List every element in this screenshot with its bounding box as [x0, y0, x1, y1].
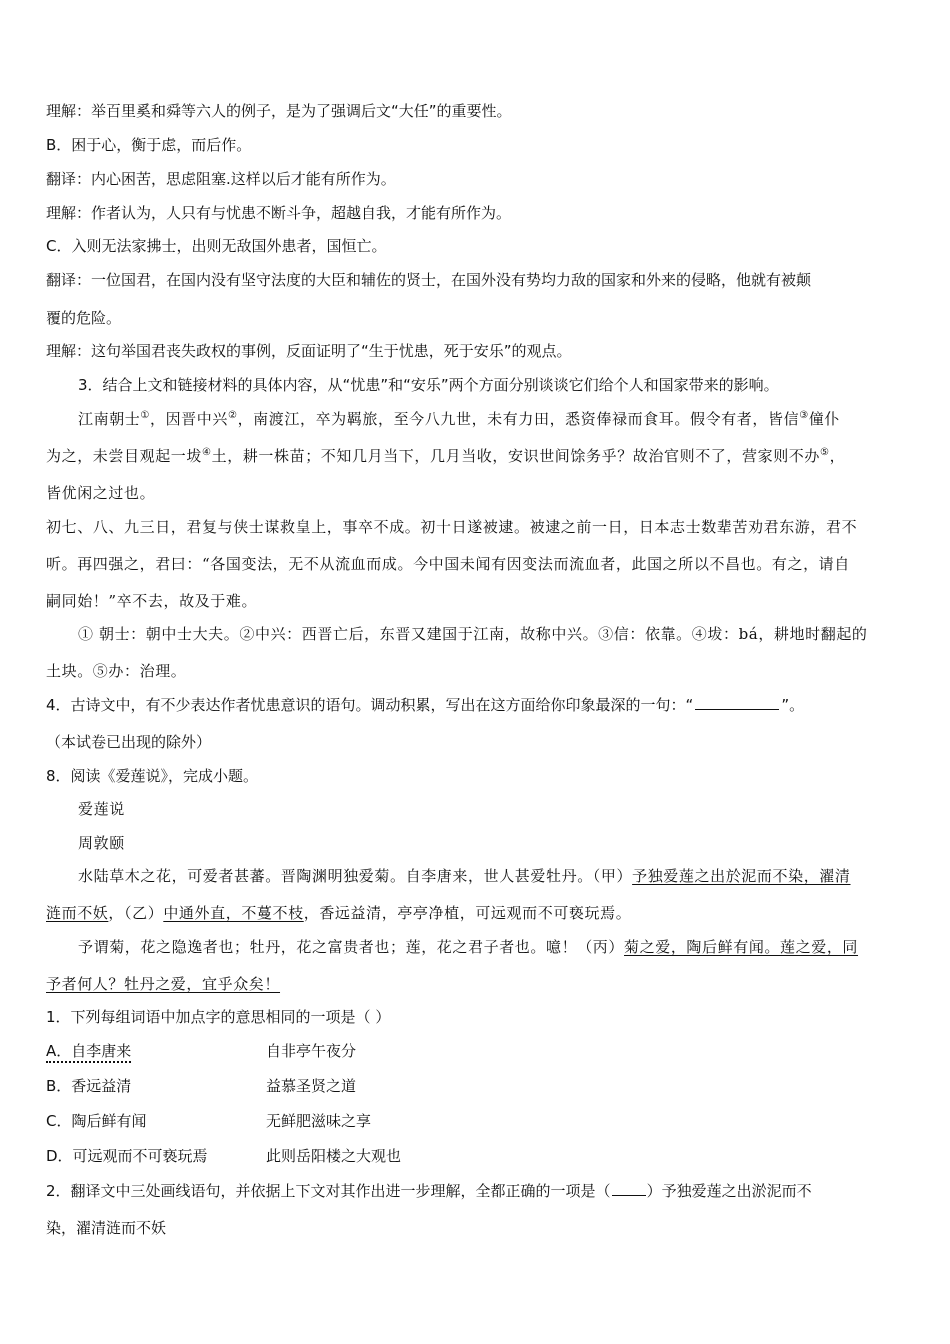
option-a[interactable]: A．自李唐来 自非亭午夜分 [46, 1041, 356, 1061]
footnote-marker: ② [228, 410, 238, 421]
text-line [46, 236, 386, 256]
answer-blank[interactable] [695, 695, 779, 710]
link-material-line: 嗣同始！”卒不去，故及于难。 [46, 592, 258, 610]
underlined-sentence-a: 予独爱莲之出於泥而不染，濯清 [632, 867, 851, 885]
text-line [46, 101, 512, 121]
exclusion-note: （本试卷已出现的除外） [46, 733, 212, 751]
translation-text: 翻译：一位国君，在国内没有坚守法度的大臣和辅佐的贤士，在国外没有势均力敌的国家和外来的侵略，他就有被颠 [46, 271, 812, 289]
essay-paragraph: 涟而不妖，（乙）中通外直，不蔓不枝，香远益清，亭亭净植，可远观而不可亵玩焉。 [46, 904, 632, 922]
translation-text-cont: 覆的危险。 [46, 309, 122, 327]
footnote-marker: ③ [799, 410, 809, 421]
question-4: 4．古诗文中，有不少表达作者忧患意识的语句。调动积累，写出在这方面给你印象最深的一句：“ ”。 [46, 696, 805, 714]
link-material-line: 初七、八、九三日，君复与侠士谋救皇上，事卒不成。初十日遂被逮。被逮之前一日，日本志士数辈苦劝君东游，君不 [46, 518, 858, 536]
link-material-line: 江南朝士①，因晋中兴②，南渡江，卒为羁旅，至今八九世，未有力田，悉资俸禄而食耳。假令有者，皆信③僮仆 [78, 410, 840, 428]
text-line [46, 203, 511, 223]
essay-paragraph [46, 974, 280, 994]
link-material-line: 为之，未尝目观起一坺④土，耕一株苗；不知几月当下，几月当收，安识世间馀务乎？故治官则不了，营家则不办⑤， [46, 447, 846, 465]
sub-question-2-cont: 染，濯清涟而不妖 [46, 1219, 167, 1237]
link-material-line: 皆优闲之过也。 [46, 484, 156, 502]
essay-paragraph: 予谓菊，花之隐逸者也；牡丹，花之富贵者也；莲，花之君子者也。噫！（丙）菊之爱，陶后鲜有闻。莲之爱，同 [78, 938, 859, 956]
footnote-marker: ④ [202, 447, 212, 458]
link-material-line: 听。再四强之，君曰：“各国变法，无不从流血而成。今中国未闻有因变法而流血者，此国之所以不昌也。有之，请自 [46, 555, 850, 573]
underlined-sentence-b: 中通外直，不蔓不枝 [163, 904, 304, 922]
footnote-marker: ⑤ [820, 447, 830, 458]
option-c-text: C．入则无法家拂士，出则无敌国外患者，国恒亡。 [46, 237, 387, 255]
text-line [46, 732, 211, 752]
sub-question-1: 1．下列每组词语中加点字的意思相同的一项是（ ） [46, 1008, 391, 1026]
text-line [46, 135, 251, 155]
text-line [46, 308, 121, 328]
question-3-text: 3．结合上文和链接材料的具体内容，从“忧患”和“安乐”两个方面分别谈谈它们给个人和国家带来的影响。 [78, 376, 779, 394]
footnotes-cont: 土块。⑤办：治理。 [46, 662, 187, 680]
option-c[interactable]: C．陶后鲜有闻 无鲜肥滋味之享 [46, 1112, 372, 1130]
understanding-text: 理解：作者认为，人只有与忧患不断斗争，超越自我，才能有所作为。 [46, 204, 512, 222]
sub-question-2: 2．翻译文中三处画线语句，并依据上下文对其作出进一步理解，全都正确的一项是（ ）予独爱莲之出淤泥而不 [46, 1182, 812, 1200]
translation-text: 翻译：内心困苦，思虑阻塞.这样以后才能有所作为。 [46, 170, 396, 188]
footnote-marker: ① [140, 410, 150, 421]
section-8-heading: 8．阅读《爱莲说》，完成小题。 [46, 767, 259, 785]
understanding-text: 理解：举百里奚和舜等六人的例子，是为了强调后文“大任”的重要性。 [46, 102, 512, 120]
essay-author: 周敦颐 [78, 834, 125, 852]
underlined-sentence-a: 涟而不妖 [46, 904, 109, 922]
underlined-sentence-c: 菊之爱，陶后鲜有闻。莲之爱，同 [624, 938, 859, 956]
text-line [46, 169, 396, 189]
question-3 [78, 375, 779, 395]
text-line [46, 341, 572, 361]
text-line [46, 270, 811, 290]
essay-paragraph: 水陆草木之花，可爱者甚蕃。晋陶渊明独爱菊。自李唐来，世人甚爱牡丹。（甲）予独爱莲之出於泥而不染，濯清 [78, 867, 851, 885]
understanding-text: 理解：这句举国君丧失政权的事例，反面证明了“生于忧患，死于安乐”的观点。 [46, 342, 572, 360]
option-b-text: B．困于心，衡于虑，而后作。 [46, 136, 252, 154]
footnotes: ① 朝士：朝中士大夫。②中兴：西晋亡后，东晋又建国于江南，故称中兴。③信：依靠。④坺：bá，耕地时翻起的 [78, 625, 868, 643]
essay-title: 爱莲说 [78, 800, 125, 818]
option-b[interactable]: B．香远益清 益慕圣贤之道 [46, 1077, 357, 1095]
option-d[interactable]: D．可远观而不可亵玩焉 此则岳阳楼之大观也 [46, 1147, 402, 1165]
answer-blank[interactable] [612, 1181, 646, 1196]
underlined-sentence-c: 予者何人？牡丹之爱，宜乎众矣！ [46, 975, 281, 993]
